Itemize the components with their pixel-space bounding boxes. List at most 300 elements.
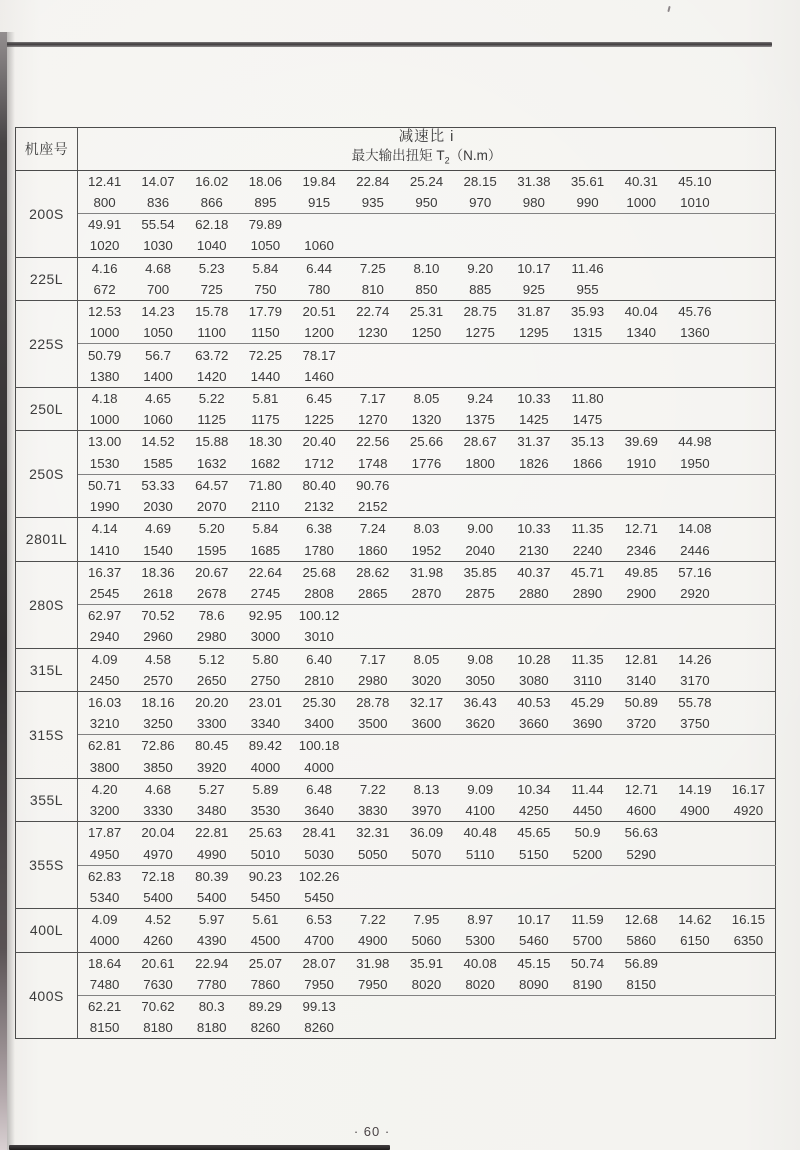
ratio-cell: 17.87 [78,822,132,844]
torque-cell: 6350 [733,933,764,949]
table-row [16,757,776,779]
ratio-cell: 6.48 [292,778,346,800]
torque-cell [346,887,400,909]
ratio-cell [668,865,722,887]
ratio-cell: 13.00 [78,431,132,453]
torque-cell: 4450 [572,803,603,819]
torque-cell: 2980 [357,672,388,688]
scan-gutter-shadow-fade [7,32,15,1150]
torque-cell [722,757,776,779]
ratio-cell: 10.34 [507,778,561,800]
torque-cell [453,235,507,257]
torque-cell [668,496,722,518]
ratio-cell: 50.71 [78,474,132,496]
torque-cell: 3140 [626,672,657,688]
ratio-cell: 28.75 [453,301,507,323]
table-row [16,1017,776,1039]
ratio-cell [722,474,776,496]
ratio-cell [668,214,722,236]
ratio-cell: 16.37 [78,561,132,583]
torque-cell: 3210 [89,716,120,732]
torque-cell: 850 [415,281,438,297]
ratio-cell: 22.81 [185,822,239,844]
ratio-cell: 8.05 [400,648,454,670]
torque-cell [668,1017,722,1039]
ratio-cell [668,474,722,496]
torque-cell: 7950 [357,976,388,992]
ratio-cell: 55.54 [131,214,185,236]
ratio-cell: 45.15 [507,952,561,974]
table-row [16,387,776,409]
ratio-cell: 53.33 [131,474,185,496]
torque-cell: 1050 [250,238,281,254]
table-row [16,691,776,713]
torque-cell: 4390 [196,933,227,949]
table-row [16,257,776,279]
torque-cell: 3720 [626,716,657,732]
torque-cell: 4920 [733,803,764,819]
ratio-cell: 28.07 [292,952,346,974]
torque-cell [614,626,668,648]
torque-cell: 5030 [304,846,334,862]
ratio-cell [614,387,668,409]
table-row [16,670,776,692]
ratio-cell [561,996,615,1018]
ratio-cell: 19.84 [292,170,346,192]
torque-cell: 1952 [411,542,442,558]
frame-size-label: 200S [16,170,78,257]
torque-cell [561,366,615,388]
torque-cell: 2650 [196,672,227,688]
ratio-cell: 12.41 [78,170,132,192]
torque-cell [400,235,454,257]
torque-cell [614,279,668,301]
torque-cell: 3690 [572,716,603,732]
ratio-cell: 35.91 [400,952,454,974]
ratio-cell: 11.35 [561,648,615,670]
ratio-cell [453,344,507,366]
ratio-cell: 62.97 [78,605,132,627]
torque-cell: 3340 [250,716,281,732]
ratio-cell: 70.62 [131,996,185,1018]
ratio-cell [722,344,776,366]
torque-cell: 725 [200,281,223,297]
torque-header-unit: （N.m） [449,148,502,163]
ratio-cell [400,474,454,496]
ratio-cell: 6.45 [292,387,346,409]
torque-cell: 8150 [626,976,657,992]
torque-cell: 2240 [572,542,603,558]
torque-cell [722,843,776,865]
torque-cell: 1440 [250,368,281,384]
torque-cell: 1100 [197,325,227,341]
ratio-cell: 80.45 [185,735,239,757]
ratio-cell: 89.29 [239,996,293,1018]
torque-cell [614,235,668,257]
torque-cell: 3850 [143,759,173,775]
ratio-cell [507,865,561,887]
torque-cell: 7780 [196,976,227,992]
ratio-cell: 62.18 [185,214,239,236]
table-header-row [16,128,776,171]
torque-cell: 955 [576,281,599,297]
torque-cell [722,192,776,214]
torque-cell: 1685 [250,542,281,558]
ratio-cell: 79.89 [239,214,293,236]
frame-size-label: 355L [16,778,78,821]
ratio-cell: 80.3 [185,996,239,1018]
torque-cell [614,887,668,909]
ratio-cell [614,474,668,496]
ratio-cell: 32.17 [400,691,454,713]
torque-cell: 2750 [250,672,281,688]
ratio-cell [453,996,507,1018]
torque-cell [722,279,776,301]
ratio-cell [722,691,776,713]
torque-cell: 1712 [304,455,334,471]
ratio-cell: 10.28 [507,648,561,670]
torque-cell: 8180 [143,1020,173,1036]
torque-cell: 1275 [465,325,495,341]
ratio-cell: 36.09 [400,822,454,844]
torque-cell: 5150 [519,846,549,862]
torque-cell [668,409,722,431]
ratio-cell: 6.44 [292,257,346,279]
torque-cell: 4000 [89,933,120,949]
torque-cell: 3110 [573,672,602,688]
torque-cell: 2960 [143,629,173,645]
ratio-cell: 22.64 [239,561,293,583]
frame-size-label: 400S [16,952,78,1039]
ratio-cell: 72.86 [131,735,185,757]
ratio-cell: 28.15 [453,170,507,192]
ratio-cell: 16.15 [722,909,776,931]
torque-cell: 3020 [411,672,442,688]
torque-cell: 1632 [196,455,227,471]
torque-cell [722,235,776,257]
torque-cell [453,626,507,648]
torque-cell: 4970 [143,846,173,862]
torque-cell: 2808 [304,585,334,601]
ratio-cell: 18.30 [239,431,293,453]
torque-cell: 1375 [465,412,495,428]
ratio-cell [614,735,668,757]
ratio-cell [668,996,722,1018]
table-row [16,170,776,192]
ratio-cell: 56.63 [614,822,668,844]
torque-cell: 1040 [196,238,227,254]
ratio-cell: 17.79 [239,301,293,323]
ratio-cell: 5.12 [185,648,239,670]
torque-cell: 6150 [680,933,710,949]
ratio-cell [722,301,776,323]
ratio-cell: 14.26 [668,648,722,670]
torque-cell: 3830 [357,803,388,819]
ratio-cell: 35.61 [561,170,615,192]
ratio-cell: 16.02 [185,170,239,192]
torque-cell [453,1017,507,1039]
ratio-cell: 14.07 [131,170,185,192]
torque-cell: 1460 [304,368,334,384]
torque-cell [453,887,507,909]
ratio-cell: 4.68 [131,257,185,279]
ratio-cell: 71.80 [239,474,293,496]
table-main-header [78,128,776,171]
torque-cell: 3750 [680,716,710,732]
ratio-cell: 20.20 [185,691,239,713]
ratio-cell [507,214,561,236]
ratio-cell [614,996,668,1018]
ratio-cell: 15.78 [185,301,239,323]
ratio-cell: 16.03 [78,691,132,713]
ratio-cell: 18.06 [239,170,293,192]
ratio-cell [722,257,776,279]
ratio-cell: 40.04 [614,301,668,323]
ratio-cell: 5.23 [185,257,239,279]
torque-cell: 750 [254,281,277,297]
torque-cell: 2618 [143,585,173,601]
torque-cell [668,626,722,648]
ratio-cell [668,344,722,366]
torque-cell: 5450 [304,890,334,906]
ratio-cell [722,996,776,1018]
torque-cell: 2545 [89,585,120,601]
ratio-cell: 7.22 [346,778,400,800]
torque-cell: 5200 [572,846,603,862]
torque-cell: 3300 [196,716,227,732]
torque-cell [722,539,776,561]
torque-cell [668,279,722,301]
table-row [16,496,776,518]
torque-cell: 4700 [304,933,334,949]
table-row [16,409,776,431]
torque-cell: 1295 [519,325,549,341]
ratio-cell [668,735,722,757]
torque-cell [722,713,776,735]
spec-table [15,127,776,1039]
frame-size-label: 280S [16,561,78,648]
ratio-cell: 90.76 [346,474,400,496]
ratio-cell: 5.81 [239,387,293,409]
torque-cell: 2875 [465,585,495,601]
frame-size-label: 315L [16,648,78,691]
scan-speck [667,6,670,12]
frame-size-label: 355S [16,822,78,909]
torque-cell [561,1017,615,1039]
ratio-cell [346,605,400,627]
torque-cell: 950 [415,195,438,211]
ratio-cell: 90.23 [239,865,293,887]
ratio-cell: 35.85 [453,561,507,583]
torque-cell [722,1017,776,1039]
torque-cell [346,235,400,257]
ratio-cell: 40.48 [453,822,507,844]
ratio-cell: 5.20 [185,518,239,540]
ratio-cell [400,996,454,1018]
ratio-cell [722,214,776,236]
torque-cell: 4000 [250,759,281,775]
ratio-cell: 5.84 [239,518,293,540]
ratio-cell: 6.38 [292,518,346,540]
ratio-cell: 102.26 [292,865,346,887]
torque-cell: 1866 [572,455,603,471]
ratio-cell: 20.40 [292,431,346,453]
ratio-cell: 5.27 [185,778,239,800]
ratio-cell [561,605,615,627]
ratio-cell: 40.37 [507,561,561,583]
torque-cell [668,366,722,388]
frame-size-label: 225L [16,257,78,300]
ratio-cell: 4.52 [131,909,185,931]
torque-cell [668,235,722,257]
torque-cell: 3050 [465,672,495,688]
ratio-cell: 4.09 [78,648,132,670]
table-row [16,626,776,648]
table-row [16,952,776,974]
ratio-cell: 28.62 [346,561,400,583]
ratio-cell [561,214,615,236]
ratio-cell [722,518,776,540]
ratio-cell: 62.21 [78,996,132,1018]
torque-cell: 2810 [304,672,334,688]
torque-cell [561,887,615,909]
ratio-cell: 9.20 [453,257,507,279]
torque-cell: 7950 [304,976,334,992]
torque-cell: 3920 [196,759,227,775]
torque-cell: 1910 [626,455,657,471]
torque-cell: 1175 [251,412,280,428]
torque-cell: 1230 [357,325,388,341]
torque-cell: 8150 [89,1020,120,1036]
torque-cell: 1420 [196,368,227,384]
ratio-cell: 39.69 [614,431,668,453]
torque-cell: 3250 [143,716,173,732]
torque-cell [722,496,776,518]
table-row [16,843,776,865]
torque-cell: 3000 [250,629,281,645]
ratio-cell: 25.31 [400,301,454,323]
ratio-cell: 4.69 [131,518,185,540]
ratio-cell [400,605,454,627]
frame-size-label: 250S [16,431,78,518]
ratio-cell: 22.74 [346,301,400,323]
ratio-cell [507,735,561,757]
table-body [16,170,776,1039]
torque-cell: 1125 [197,412,227,428]
ratio-cell: 7.17 [346,387,400,409]
torque-cell: 2865 [357,585,388,601]
torque-cell: 1050 [143,325,173,341]
torque-cell: 3660 [519,716,549,732]
torque-cell: 3200 [89,803,120,819]
ratio-cell: 12.71 [614,518,668,540]
torque-cell: 1250 [411,325,442,341]
scan-gutter-shadow [0,32,7,1150]
ratio-cell: 10.33 [507,387,561,409]
torque-cell: 8190 [572,976,603,992]
torque-cell: 2880 [519,585,549,601]
torque-cell: 1010 [680,195,710,211]
torque-cell [346,366,400,388]
torque-cell: 2070 [196,499,227,515]
torque-cell: 2346 [626,542,657,558]
ratio-cell [722,605,776,627]
ratio-cell: 12.53 [78,301,132,323]
torque-cell: 1060 [304,238,334,254]
ratio-cell: 20.67 [185,561,239,583]
scan-edge-top-bar [0,42,772,47]
ratio-cell: 9.00 [453,518,507,540]
table-row [16,279,776,301]
torque-cell: 3010 [304,629,334,645]
ratio-cell: 50.79 [78,344,132,366]
ratio-cell [722,735,776,757]
torque-cell: 5400 [196,890,227,906]
ratio-cell: 20.61 [131,952,185,974]
ratio-cell [507,474,561,496]
torque-cell: 2890 [572,585,603,601]
ratio-cell: 72.18 [131,865,185,887]
torque-cell: 2678 [196,585,227,601]
torque-cell [722,583,776,605]
ratio-cell [507,344,561,366]
ratio-cell: 57.16 [668,561,722,583]
table-row [16,214,776,236]
ratio-cell [400,865,454,887]
torque-cell: 1340 [626,325,657,341]
torque-cell: 3500 [357,716,388,732]
ratio-cell: 4.68 [131,778,185,800]
torque-cell: 700 [146,281,170,297]
torque-cell: 8020 [411,976,442,992]
torque-cell [346,757,400,779]
table-row [16,800,776,822]
ratio-cell [561,865,615,887]
ratio-cell: 9.24 [453,387,507,409]
torque-cell: 7630 [143,976,173,992]
torque-cell: 1000 [89,325,120,341]
torque-cell: 1060 [143,412,173,428]
ratio-cell: 11.35 [561,518,615,540]
ratio-cell: 5.84 [239,257,293,279]
table-row [16,453,776,475]
torque-cell: 5450 [250,890,281,906]
torque-cell: 5110 [465,846,495,862]
table-row [16,822,776,844]
torque-header-prefix: 最大输出扭矩 T [351,148,445,163]
ratio-cell: 18.36 [131,561,185,583]
table-row [16,996,776,1018]
ratio-cell [561,344,615,366]
ratio-cell: 12.68 [614,909,668,931]
ratio-cell: 10.33 [507,518,561,540]
ratio-cell: 28.67 [453,431,507,453]
ratio-cell: 4.18 [78,387,132,409]
ratio-cell: 7.24 [346,518,400,540]
torque-cell: 1540 [143,542,173,558]
ratio-cell: 25.68 [292,561,346,583]
torque-cell [722,453,776,475]
torque-cell [400,366,454,388]
ratio-cell: 56.89 [614,952,668,974]
ratio-cell [722,561,776,583]
torque-cell [400,1017,454,1039]
ratio-cell: 20.51 [292,301,346,323]
torque-cell: 1270 [357,412,388,428]
ratio-cell: 16.17 [722,778,776,800]
page-number: · 60 · [353,1124,391,1139]
ratio-cell: 7.17 [346,648,400,670]
